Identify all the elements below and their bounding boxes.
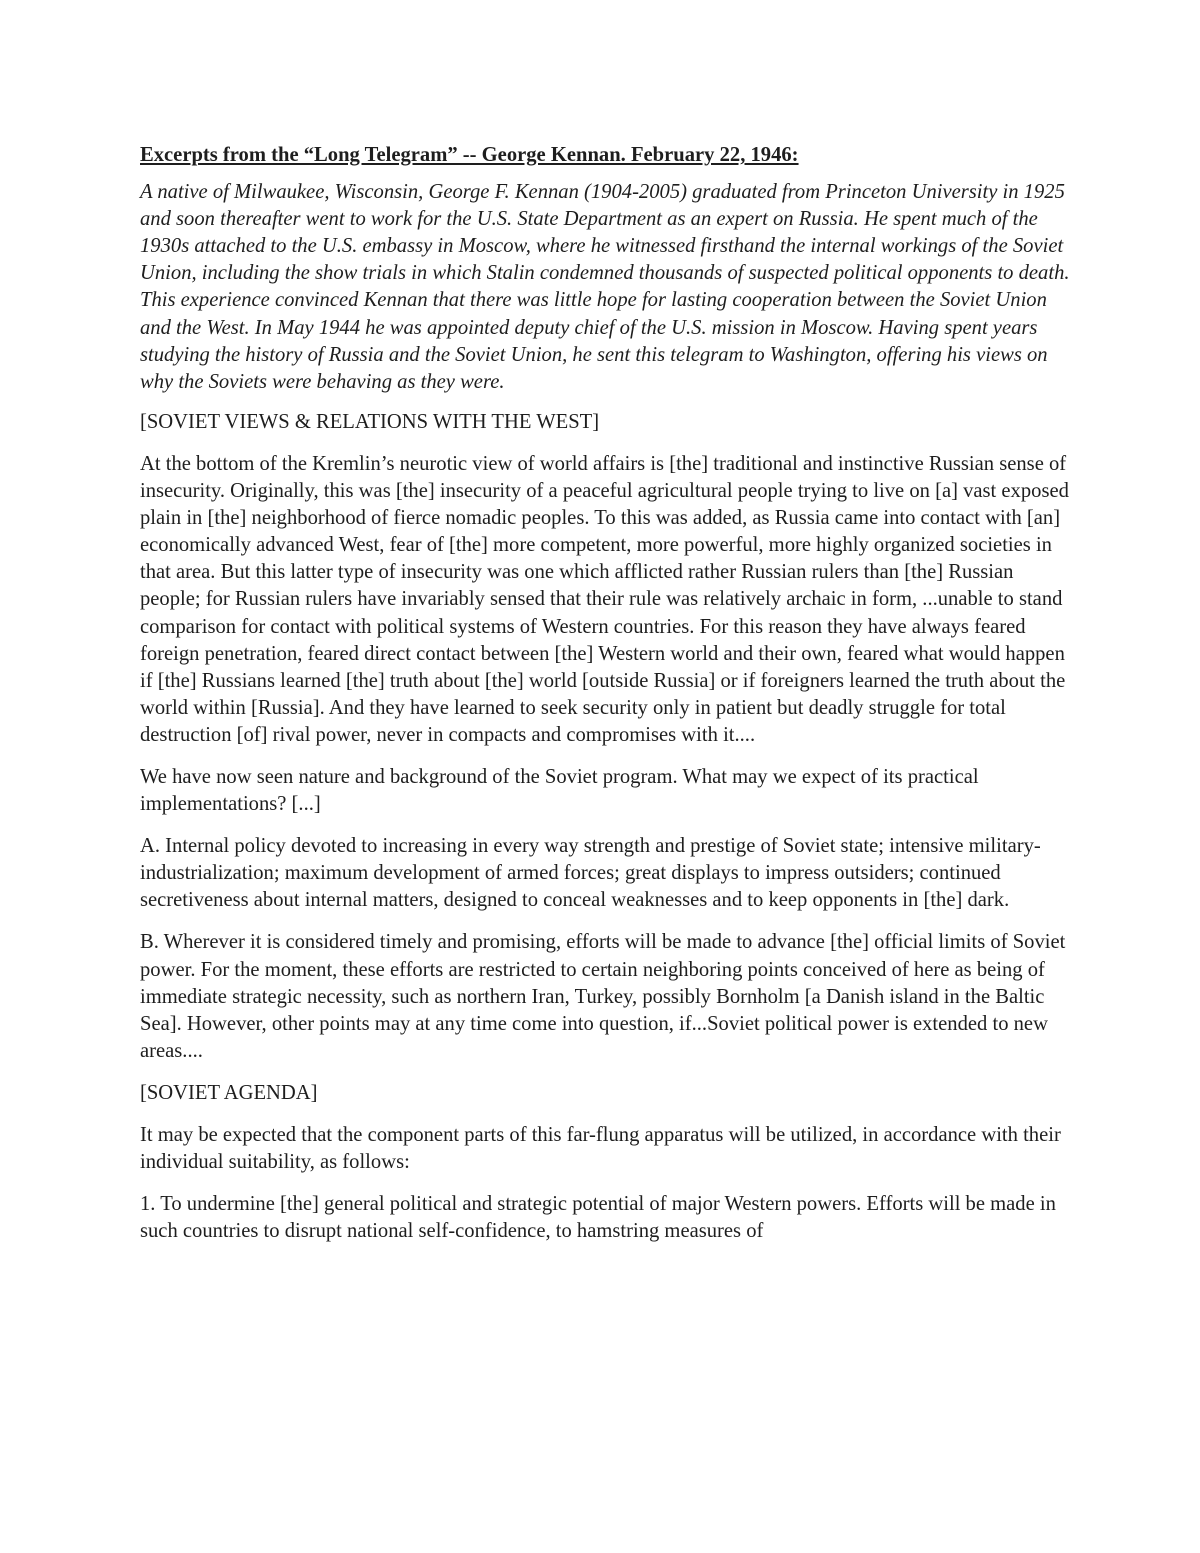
paragraph-undermine-west: 1. To undermine [the] general political and strategic potential of major Western powers. Efforts will be made in such countries to disrupt national self-confidence, to hamstring measures of xyxy=(140,1193,1056,1243)
paragraph-internal-policy: A. Internal policy devoted to increasing in every way strength and prestige of Soviet state; intensive military-industrialization; maximum development of armed forces; great displays to impress outsiders; continued secretiveness about internal matters, designed to conceal weaknesses and to keep opponents in [the] dark. xyxy=(140,835,1041,912)
section-heading-soviet-agenda: [SOVIET AGENDA] xyxy=(140,1081,318,1104)
intro-paragraph: A native of Milwaukee, Wisconsin, George F. Kennan (1904-2005) graduated from Princeton University in 1925 and soon thereafter went to work for the U.S. State Department as an expert on Russia. He spent much of the 1930s attached to the U.S. embassy in Moscow, where he witnessed firsthand the internal workings of the Soviet Union, including the show trials in which Stalin condemned thousands of suspected political opponents to death. This experience convinced Kennan that there was little hope for lasting cooperation between the Soviet Union and the West. In May 1944 he was appointed deputy chief of the U.S. mission in Moscow. Having spent years studying the history of Russia and the Soviet Union, he sent this telegram to Washington, offering his views on why the Soviets were behaving as they were. xyxy=(140,181,1070,393)
paragraph-soviet-program: We have now seen nature and background of the Soviet program. What may we expect of its practical implementations? [...] xyxy=(140,765,979,816)
paragraph-kremlin-insecurity: At the bottom of the Kremlin’s neurotic view of world affairs is [the] traditional and instinctive Russian sense of insecurity. Originally, this was [the] insecurity of a peaceful agricultural people trying to live on [a] vast exposed plain in [the] neighborhood of fierce nomadic peoples. To this was added, as Russia came into contact with [an] economically advanced West, fear of [the] more competent, more powerful, more highly organized societies in that area. But this latter type of insecurity was one which afflicted rather Russian rulers than [the] Russian people; for Russian rulers have invariably sensed that their rule was relatively archaic in form, ...unable to stand comparison for contact with political systems of Western countries. For this reason they have always feared foreign penetration, feared direct contact between [the] Western world and their own, feared what would happen if [the] Russians learned [the] truth about [the] world [outside Russia] or if foreigners learned the truth about the world within [Russia]. And they have learned to seek security only in patient but deadly struggle for total destruction [of] rival power, never in compacts and compromises with it.... xyxy=(140,452,1069,746)
section-heading-soviet-views: [SOVIET VIEWS & RELATIONS WITH THE WEST] xyxy=(140,410,600,433)
document-body xyxy=(140,142,1070,1260)
document-title: Excerpts from the “Long Telegram” -- George Kennan. February 22, 1946: xyxy=(140,144,799,166)
paragraph-soviet-power: B. Wherever it is considered timely and promising, efforts will be made to advance [the] official limits of Soviet power. For the moment, these efforts are restricted to certain neighboring points conceived of here as being of immediate strategic necessity, such as northern Iran, Turkey, possibly Bornholm [a Danish island in the Baltic Sea]. However, other points may at any time come into question, if...Soviet political power is extended to new areas.... xyxy=(140,931,1066,1062)
paragraph-apparatus: It may be expected that the component parts of this far-flung apparatus will be utilized, in accordance with their individual suitability, as follows: xyxy=(140,1124,1061,1174)
